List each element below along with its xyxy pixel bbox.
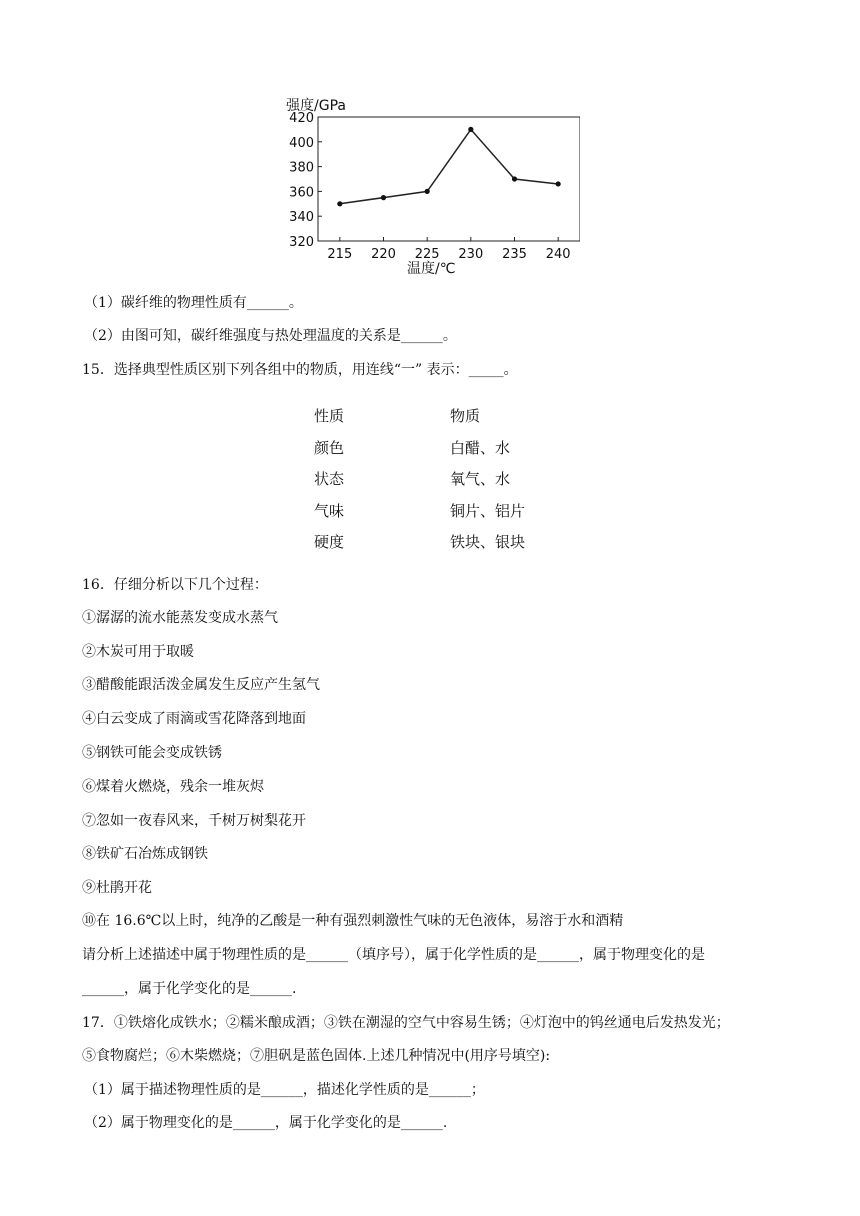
q16-item-4: ④白云变成了雨滴或雪花降落到地面 bbox=[82, 711, 306, 727]
q17-line2: ⑤食物腐烂；⑥木柴燃烧；⑦胆矾是蓝色固体.上述几种情况中(用序号填空): bbox=[82, 1048, 551, 1064]
y-tick-label: 340 bbox=[289, 210, 314, 226]
q16-item-9: ⑨杜鹃开花 bbox=[82, 880, 152, 896]
y-tick-label: 360 bbox=[289, 185, 314, 201]
y-tick-label: 420 bbox=[289, 111, 314, 126]
chart-svg bbox=[280, 90, 580, 280]
q16-stem: 16．仔细分析以下几个过程： bbox=[82, 577, 268, 593]
data-point bbox=[512, 176, 517, 181]
property-cell: 硬度 bbox=[314, 533, 345, 552]
table-row bbox=[314, 526, 570, 558]
q16-item-10: ⑩在 16.6℃以上时，纯净的乙酸是一种有强烈刺激性气味的无色液体，易溶于水和酒精 bbox=[82, 913, 624, 929]
q16-item-3: ③醋酸能跟活泼金属发生反应产生氢气 bbox=[82, 677, 320, 693]
data-point bbox=[468, 127, 473, 132]
property-substance-table bbox=[314, 400, 570, 558]
table-header-row bbox=[314, 400, 570, 432]
x-tick-label: 235 bbox=[502, 247, 527, 262]
y-tick-label: 320 bbox=[289, 235, 314, 250]
property-cell: 颜色 bbox=[314, 438, 345, 457]
strength-temperature-chart bbox=[280, 90, 580, 280]
data-points bbox=[337, 127, 561, 207]
property-cell: 状态 bbox=[314, 470, 345, 489]
q16-item-1: ①潺潺的流水能蒸发变成水蒸气 bbox=[82, 610, 278, 626]
x-tick-label: 220 bbox=[371, 247, 396, 262]
plot-frame bbox=[318, 117, 580, 241]
q16-item-2: ②木炭可用于取暖 bbox=[82, 644, 194, 660]
data-point bbox=[337, 201, 342, 206]
q14-sub1: （1）碳纤维的物理性质有______。 bbox=[84, 295, 303, 311]
x-tick-label: 225 bbox=[414, 247, 440, 262]
header-substance: 物质 bbox=[450, 407, 481, 426]
q16-ask-line2: ______，属于化学变化的是______. bbox=[82, 981, 297, 997]
x-tick-label: 215 bbox=[327, 247, 353, 262]
q16-ask-line1: 请分析上述描述中属于物理性质的是______（填序号），属于化学性质的是______，属于物理变化的是 bbox=[82, 947, 705, 963]
y-tick-label: 400 bbox=[289, 135, 314, 151]
substance-cell: 白醋、水 bbox=[450, 438, 511, 457]
substance-cell: 氧气、水 bbox=[450, 470, 511, 489]
data-point bbox=[381, 195, 386, 200]
data-point bbox=[425, 189, 430, 194]
q14-sub2: （2）由图可知，碳纤维强度与热处理温度的关系是______。 bbox=[84, 328, 457, 344]
q17-line1: 17．①铁熔化成铁水；②糯米酿成酒；③铁在潮湿的空气中容易生锈；④灯泡中的钨丝通电后发热发光； bbox=[82, 1015, 730, 1031]
y-tick-label: 380 bbox=[289, 160, 314, 176]
table-row bbox=[314, 432, 570, 464]
q17-sub2: （2）属于物理变化的是______，属于化学变化的是______. bbox=[84, 1115, 448, 1131]
y-axis-label: 强度/GPa bbox=[286, 98, 346, 114]
x-axis-label: 温度/℃ bbox=[407, 261, 456, 277]
series-line bbox=[340, 129, 558, 203]
substance-cell: 铜片、铝片 bbox=[450, 501, 526, 520]
q16-item-6: ⑥煤着火燃烧，残余一堆灰烬 bbox=[82, 779, 264, 795]
table-row bbox=[314, 463, 570, 495]
substance-cell: 铁块、银块 bbox=[450, 533, 526, 552]
property-cell: 气味 bbox=[314, 501, 345, 520]
table-row bbox=[314, 495, 570, 527]
data-point bbox=[556, 181, 561, 186]
x-tick-label: 240 bbox=[545, 247, 571, 262]
q17-sub1: （1）属于描述物理性质的是______，描述化学性质的是______； bbox=[84, 1082, 485, 1098]
q16-item-5: ⑤钢铁可能会变成铁锈 bbox=[82, 745, 222, 761]
header-property: 性质 bbox=[314, 407, 345, 426]
x-tick-label: 230 bbox=[458, 247, 484, 262]
q16-item-7: ⑦忽如一夜春风来，千树万树梨花开 bbox=[82, 813, 306, 829]
q16-item-8: ⑧铁矿石冶炼成钢铁 bbox=[82, 846, 208, 862]
q15-stem: 15．选择典型性质区别下列各组中的物质，用连线“一” 表示：_____。 bbox=[82, 362, 518, 378]
